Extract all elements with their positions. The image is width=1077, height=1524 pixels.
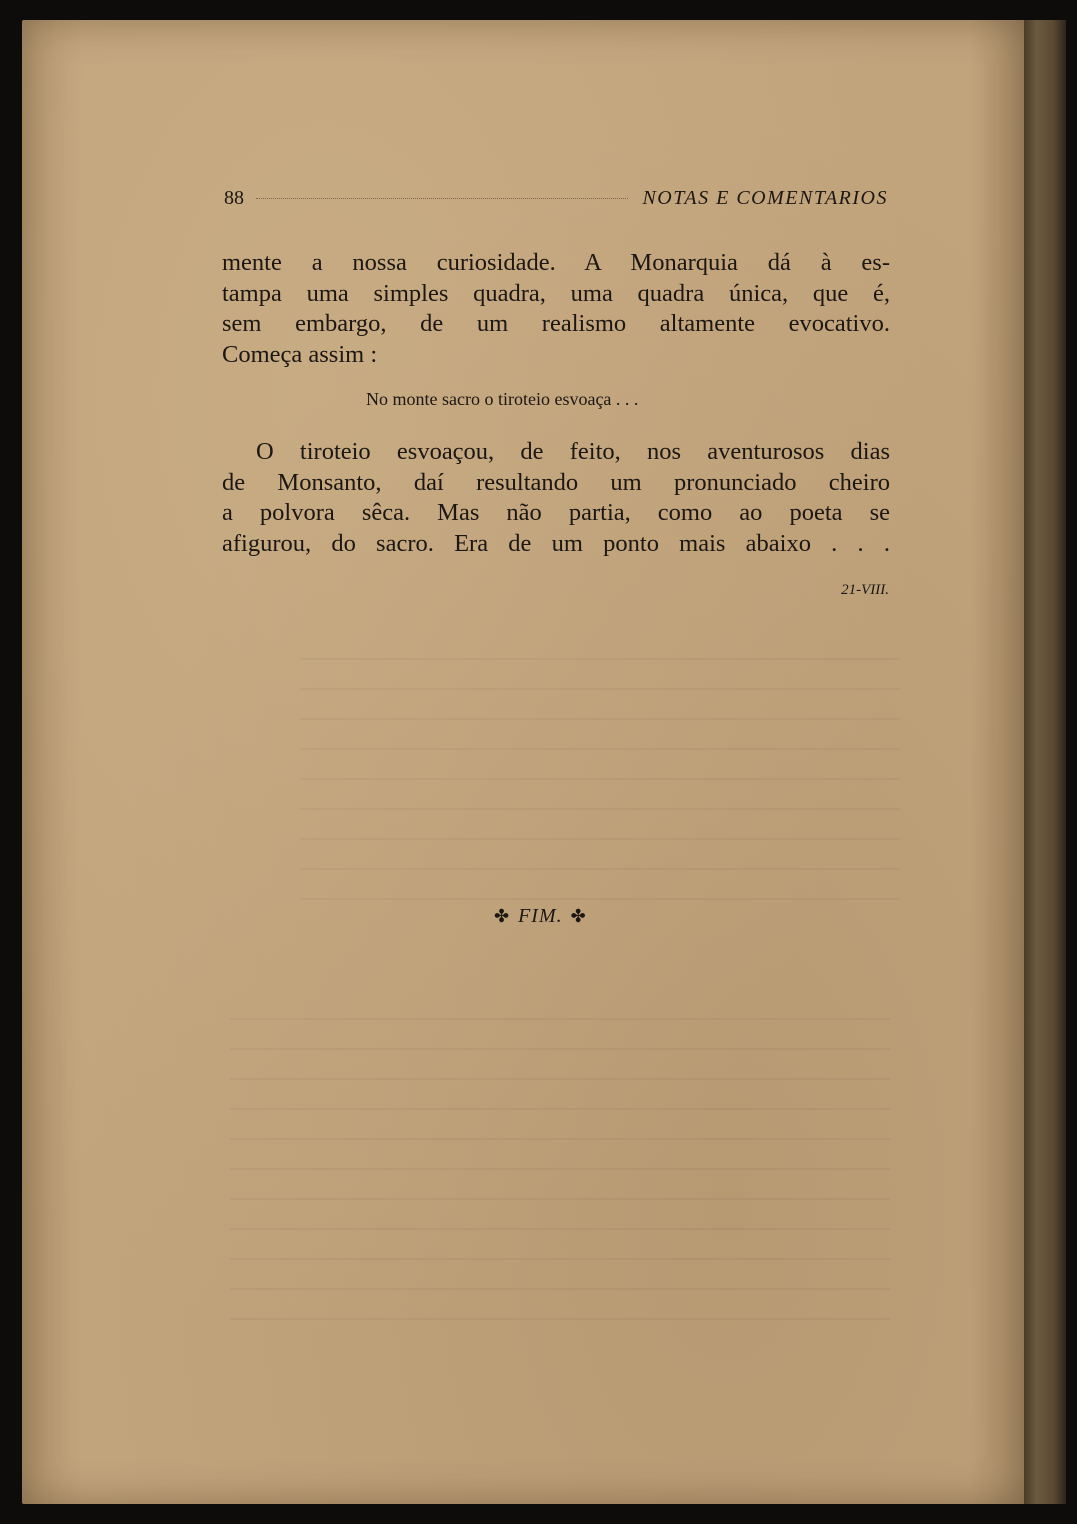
text-line: de Monsanto, daí resultando um pronunciado cheiro <box>222 468 890 496</box>
fim-text: FIM. <box>518 905 563 927</box>
page-number: 88 <box>224 186 244 209</box>
text-line: mente a nossa curiosidade. A Monarquia dá à es- <box>222 249 890 276</box>
quoted-verse: No monte sacro o tiroteio esvoaça . . . <box>366 389 639 409</box>
text-line: sem embargo, de um realismo altamente evocativo. <box>222 310 890 337</box>
text-line: O tiroteio esvoaçou, de feito, nos aventurosos dias <box>256 438 890 465</box>
text-line: a polvora sêca. Mas não partia, como ao poeta se <box>222 499 890 526</box>
header-rule <box>256 198 628 199</box>
text-line: Começa assim : <box>222 340 378 368</box>
fleuron-icon: ✤ <box>570 906 587 926</box>
fleuron-icon: ✤ <box>494 906 511 926</box>
paragraph-intro <box>222 248 890 370</box>
page-header <box>224 183 888 213</box>
date-signature: 21-VIII. <box>841 582 889 598</box>
book-page <box>22 20 1030 1504</box>
book-spine <box>1024 20 1066 1504</box>
running-title: NOTAS E COMENTARIOS <box>642 186 888 209</box>
closing-fim <box>494 905 587 928</box>
text-line: afigurou, do sacro. Era de um ponto mais abaixo . . . <box>222 529 890 557</box>
text-line: tampa uma simples quadra, uma quadra única, que é, <box>222 279 890 307</box>
paragraph-body <box>222 437 890 559</box>
